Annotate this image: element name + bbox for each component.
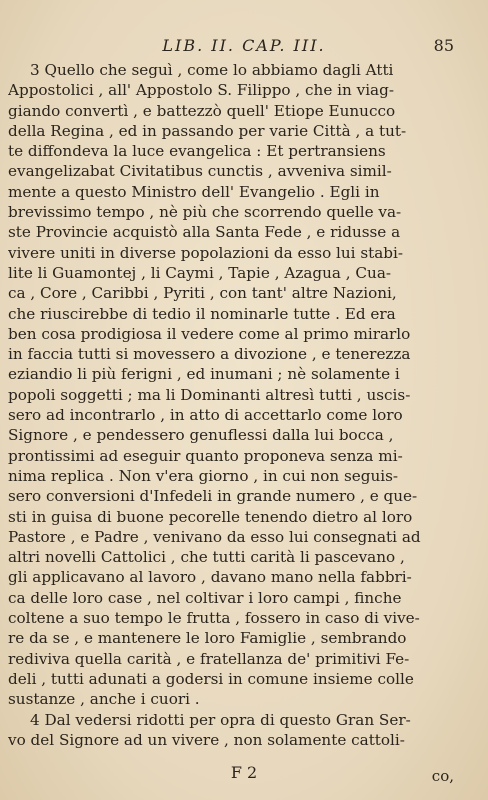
text-line: vivere uniti in diverse popolazioni da esso lui stabi- [8, 243, 404, 262]
text-line: Pastore , e Padre , venivano da esso lui consegnati ad [8, 527, 421, 546]
text-line: giando convertì , e battezzò quell' Etiope Eunucco [8, 101, 396, 120]
running-head: LIB. II. CAP. III. [162, 36, 326, 55]
text-line: coltene a suo tempo le frutta , fossero in caso di vive- [8, 609, 420, 628]
text-line: ca delle loro case , nel coltivar i loro campi , finche [8, 588, 402, 607]
text-line: re da se , e mantenere le loro Famiglie , sembrando [8, 629, 407, 648]
text-line: altri novelli Cattolici , che tutti carità li pascevano , [8, 548, 405, 567]
text-line: deli , tutti adunati a godersi in comune insieme colle [8, 669, 414, 688]
text-line: te diffondeva la luce evangelica : Et pertransiens [8, 142, 386, 161]
text-line: sustanze , anche i cuori . [8, 690, 200, 709]
body-text [8, 60, 460, 750]
text-line: ca , Core , Caribbi , Pyriti , con tant' altre Nazioni, [8, 284, 397, 303]
text-line: della Regina , ed in passando per varie Città , a tut- [8, 121, 407, 140]
page-number: 85 [433, 36, 454, 55]
catchword: co, [431, 767, 454, 785]
text-line: evangelizabat Civitatibus cunctis , avveniva simil- [8, 162, 392, 181]
text-line: mente a questo Ministro dell' Evangelio . Egli in [8, 182, 380, 201]
text-line: ste Provincie acquistò alla Santa Fede , e ridusse a [8, 223, 401, 242]
text-line: lite li Guamontej , li Caymi , Tapie , Azagua , Cua- [8, 263, 392, 282]
text-line: 4 Dal vedersi ridotti per opra di questo Gran Ser- [30, 710, 411, 729]
text-line: 3 Quello che seguì , come lo abbiamo dagli Atti [30, 61, 394, 79]
page-header [0, 36, 488, 58]
text-line: brevissimo tempo , nè più che scorrendo quelle va- [8, 203, 402, 222]
text-line: sero conversioni d'Infedeli in grande numero , e que- [8, 487, 418, 506]
signature-mark: F 2 [230, 763, 258, 782]
text-line: Signore , e pendessero genuflessi dalla lui bocca , [8, 426, 394, 445]
page-footer [0, 763, 488, 787]
text-line: sti in guisa di buone pecorelle tenendo dietro al loro [8, 507, 413, 526]
text-line: gli applicavano al lavoro , davano mano nella fabbri- [8, 568, 412, 587]
text-line: nima replica . Non v'era giorno , in cui non seguis- [8, 466, 399, 485]
text-line: in faccia tutti si movessero a divozione , e tenerezza [8, 345, 411, 364]
text-line: eziandio li più ferigni , ed inumani ; nè solamente i [8, 365, 400, 384]
text-line: rediviva quella carità , e fratellanza de' primitivi Fe- [8, 649, 410, 668]
text-line: Appostolici , all' Appostolo S. Filippo , che in viag- [8, 81, 394, 100]
text-line: ben cosa prodigiosa il vedere come al primo mirarlo [8, 324, 411, 343]
text-line: vo del Signore ad un vivere , non solamente cattoli- [8, 730, 405, 749]
text-line: prontissimi ad eseguir quanto proponeva senza mi- [8, 446, 403, 465]
text-line: sero ad incontrarlo , in atto di accettarlo come loro [8, 406, 403, 425]
text-line: popoli soggetti ; ma li Dominanti altresì tutti , uscis- [8, 385, 411, 404]
text-line: che riuscirebbe di tedio il nominarle tutte . Ed era [8, 304, 396, 323]
